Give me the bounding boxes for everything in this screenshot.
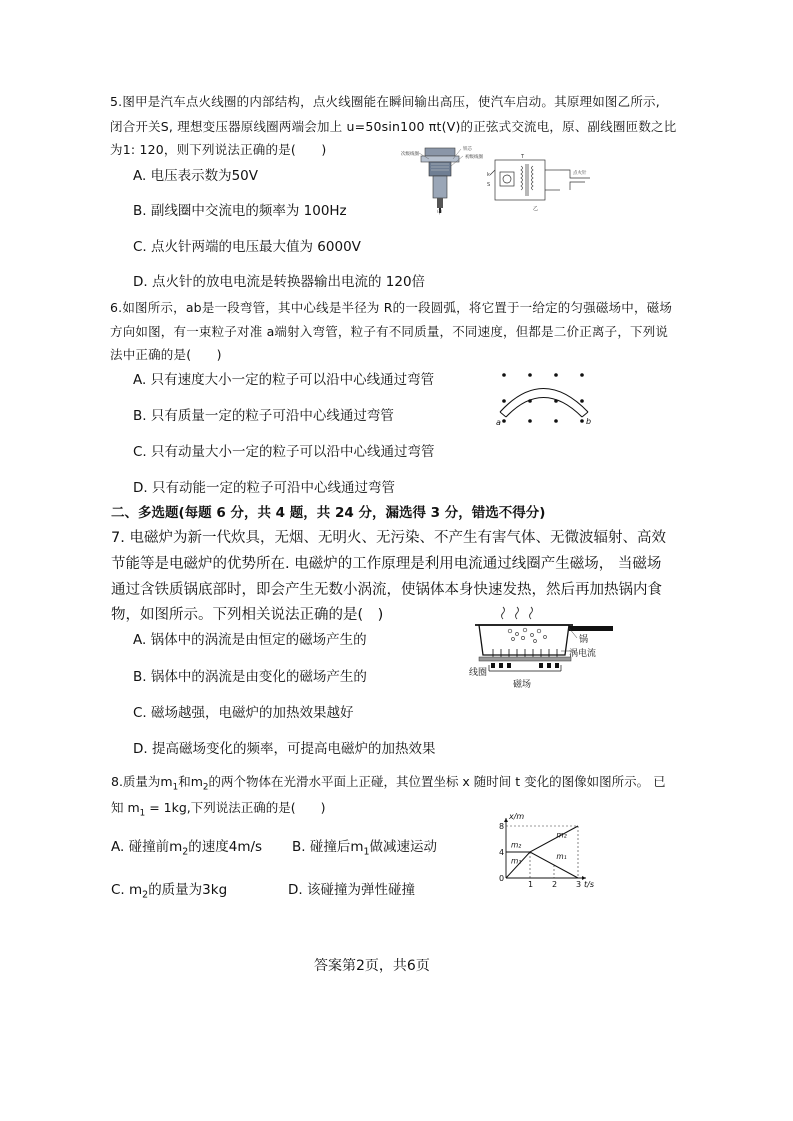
label-b: b [586,417,592,426]
y-axis-label: x/m [509,812,525,821]
y-tick-label: 0 [499,874,505,883]
q7-line3: 通过含铁质锅底部时，即会产生无数小涡流，使锅体本身快速发热，然后再加热锅内食 [111,582,662,598]
label-t: T [521,154,525,160]
q8-xt-chart [488,812,600,890]
series-label-m1: m₁ [511,856,522,866]
y-axis-arrow [504,818,508,822]
q6-line3: 法中正确的是( ) [110,347,222,362]
q6-option-c: C. 只有动量大小一定的粒子可以沿中心线通过弯管 [133,444,435,460]
pot-body [479,625,569,655]
q5-option-b: B. 副线圈中交流电的频率为 100Hz [133,203,347,219]
q8-line1: 8.质量为$m_1$和$m_2$的两个物体在光滑水平面上正碰，其位置坐标 x 随时间 t 变化的图像如图所示。 已 [111,774,666,793]
x-tick-label: 1 [528,880,534,889]
q5-option-d: D. 点火针的放电电流是转换器输出电流的 120倍 [133,274,426,290]
q6-option-b: B. 只有质量一定的粒子可沿中心线通过弯管 [133,408,394,424]
y-tick-label: 8 [499,822,505,831]
label-secondary-coil: 初级线圈 [465,155,483,160]
page-footer: 答案第2页，共6页 [314,958,430,974]
series-label-m2-after: m₂ [556,830,567,840]
label-coil: 线圈 [469,668,488,678]
q6-option-d: D. 只有动能一定的粒子可沿中心线通过弯管 [133,480,395,496]
tube-outer-arc [500,389,588,413]
q6-line1: 6.如图所示，ab是一段弯管，其中心线是半径为 R的一段圆弧，将它置于一给定的匀强磁场中，磁场 [110,300,673,315]
q5-option-a: A. 电压表示数为50V [133,168,258,184]
q8-option-a: A. 碰撞前$m_2$的速度4m/s [111,839,263,858]
label-pot: 锅 [579,635,589,645]
q7-line4: 物，如图所示。下列相关说法正确的是( ) [111,607,384,623]
label-yi: 乙 [533,206,539,212]
section-heading-multiple-choice: 二、多选题(每题 6 分，共 4 题，共 24 分，漏选得 3 分，错选不得分) [111,505,546,521]
q7-line1: 7. 电磁炉为新一代炊具，无烟、无明火、无污染、不产生有害气体、无微波辐射、高效 [111,530,666,546]
q7-option-a: A. 锅体中的涡流是由恒定的磁场产生的 [133,632,367,648]
q8-line2: 知 $m_1 = 1kg$,下列说法正确的是( ) [111,800,326,819]
q7-figure [465,605,615,690]
q7-option-b: B. 锅体中的涡流是由变化的磁场产生的 [133,669,367,685]
x-tick-label: 3 [576,880,582,889]
q7-option-d: D. 提高磁场变化的频率，可提高电磁炉的加热效果 [133,741,436,757]
label-k: k [487,172,490,178]
cooktop-plate [479,657,571,661]
label-a: a [496,418,501,427]
q6-figure [492,365,602,430]
label-s: S [487,182,491,188]
coil-windings [491,663,559,668]
x-tick-label: 2 [552,880,558,889]
q5-line2: 闭合开关S, 理想变压器原线圈两端会加上 u=50sin100 πt(V)的正弦式交流电，原、副线圈匝数之比 [110,119,677,134]
q8-option-d: D. 该碰撞为弹性碰撞 [288,882,415,898]
y-tick-label: 4 [499,848,505,857]
q6-line2: 方向如图，有一束粒子对准 a端射入弯管，粒子有不同质量，不同速度，但都是二价正离子，下列说 [110,324,669,339]
x-axis-label: t/s [584,880,594,889]
transformer-circuit [490,160,590,200]
label-magnetic-field: 磁场 [513,680,532,690]
tube-inner-arc [506,398,582,418]
label-spark-plug: 点火针 [573,171,587,176]
pot-handle [569,626,613,631]
steam-lines [502,607,533,619]
q8-option-c: C. $m_2$的质量为3kg [111,882,228,901]
label-core: 铁芯 [463,147,472,152]
q5-option-c: C. 点火针两端的电压最大值为 6000V [133,239,361,255]
q7-line2: 节能等是电磁炉的优势所在. 电磁炉的工作原理是利用电流通过线圈产生磁场， 当磁场 [111,556,662,572]
q5-line3: 为1: 120，则下列说法正确的是( ) [110,142,327,157]
q8-option-b: B. 碰撞后$m_1$做减速运动 [292,839,438,858]
label-jia: 甲 [437,210,443,215]
label-primary-coil: 次级线圈 [401,152,419,157]
series-label-m1-after: m₁ [556,852,567,862]
label-eddy-current: 涡电流 [569,649,597,659]
series-label-m2: m₂ [511,840,522,850]
q7-option-c: C. 磁场越强，电磁炉的加热效果越好 [133,705,354,721]
q6-option-a: A. 只有速度大小一定的粒子可以沿中心线通过弯管 [133,372,435,388]
q5-figure [395,140,605,215]
q5-line1: 5.图甲是汽车点火线圈的内部结构，点火线圈能在瞬间输出高压，使汽车启动。其原理如图乙所示, [110,94,660,109]
